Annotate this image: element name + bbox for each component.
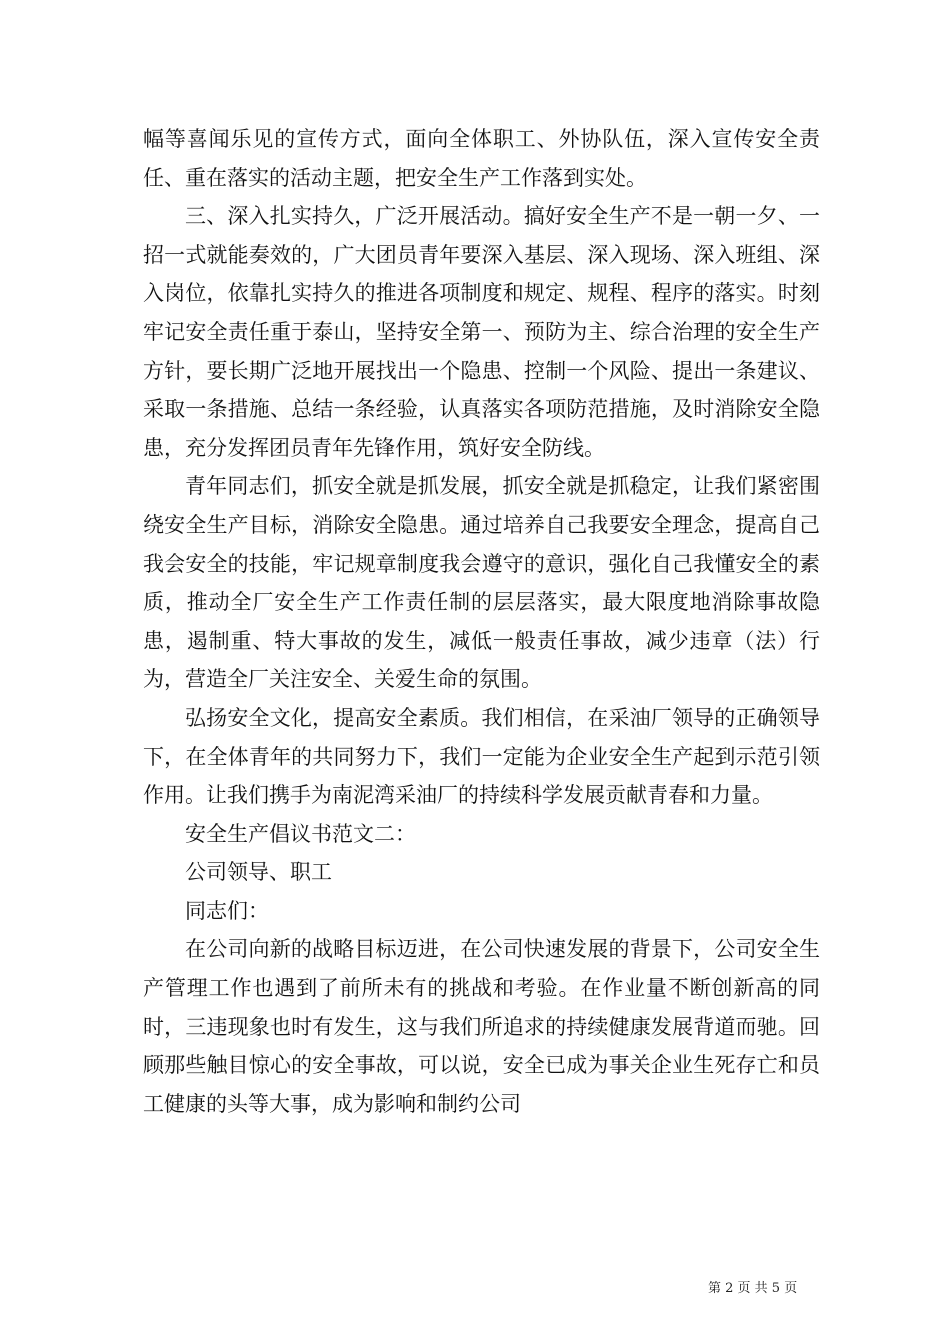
page-number-footer: 第 2 页 共 5 页 bbox=[708, 1281, 798, 1296]
salutation-comrades: 同志们： bbox=[185, 898, 269, 923]
document-body bbox=[143, 120, 820, 1123]
paragraph-section-three: 三、深入扎实持久，广泛开展活动。搞好安全生产不是一朝一夕、一招一式就能奏效的，广大团员青年要深入基层、深入现场、深入班组、深入岗位，依靠扎实持久的推进各项制度和规定、规程、程序的落实。时刻牢记安全责任重于泰山，坚持安全第一、预防为主、综合治理的安全生产方针，要长期广泛地开展找出一个隐患、控制一个风险、提出一条建议、采取一条措施、总结一条经验，认真落实各项防范措施，及时消除安全隐患，充分发挥团员青年先锋作用，筑好安全防线。 bbox=[143, 204, 820, 460]
paragraph-company-goals: 在公司向新的战略目标迈进，在公司快速发展的背景下，公司安全生产管理工作也遇到了前所未有的挑战和考验。在作业量不断创新高的同时，三违现象也时有发生，这与我们所追求的持续健康发展背道而驰。回顾那些触目惊心的安全事故，可以说，安全已成为事关企业生死存亡和员工健康的头等大事，成为影响和制约公司 bbox=[143, 937, 820, 1116]
heading-sample-two: 安全生产倡议书范文二： bbox=[185, 821, 416, 846]
paragraph-continuation: 幅等喜闻乐见的宣传方式，面向全体职工、外协队伍，深入宣传安全责任、重在落实的活动主题，把安全生产工作落到实处。 bbox=[143, 127, 820, 190]
paragraph-youth-comrades: 青年同志们，抓安全就是抓发展，抓安全就是抓稳定，让我们紧密围绕安全生产目标，消除安全隐患。通过培养自己我要安全理念，提高自己我会安全的技能，牢记规章制度我会遵守的意识，强化自己我懂安全的素质，推动全厂安全生产工作责任制的层层落实，最大限度地消除事故隐患，遏制重、特大事故的发生，减低一般责任事故，减少违章（法）行为，营造全厂关注安全、关爱生命的氛围。 bbox=[143, 474, 820, 692]
salutation-recipients: 公司领导、职工 bbox=[185, 860, 332, 885]
paragraph-safety-culture: 弘扬安全文化，提高安全素质。我们相信，在采油厂领导的正确领导下，在全体青年的共同努力下，我们一定能为企业安全生产起到示范引领作用。让我们携手为南泥湾采油厂的持续科学发展贡献青春和力量。 bbox=[143, 705, 820, 808]
